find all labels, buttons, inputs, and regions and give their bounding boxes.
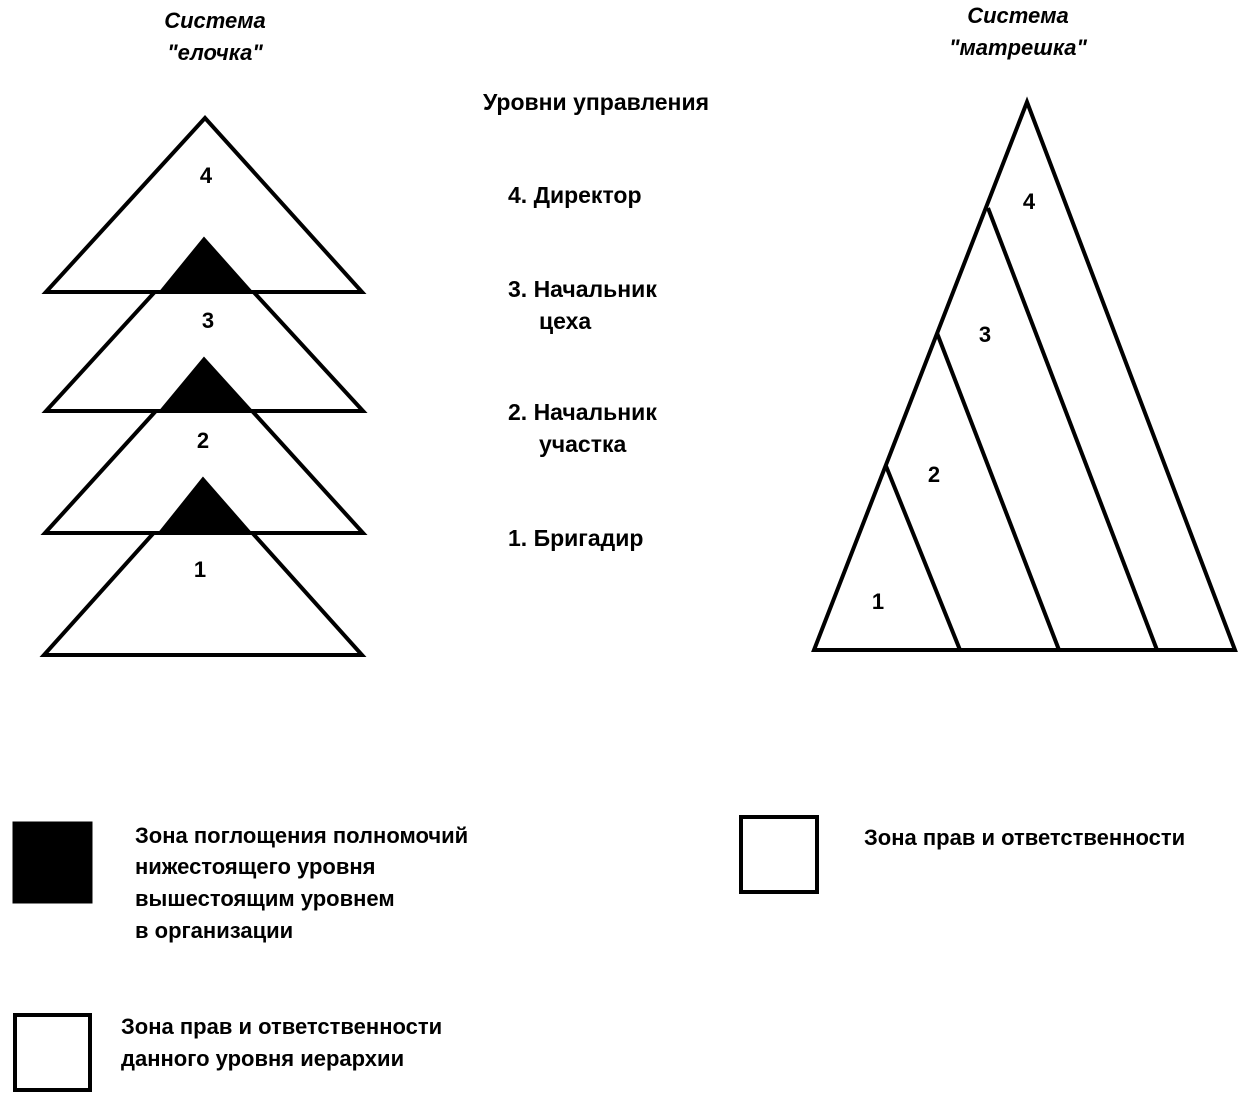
elochka-level-1-label: 1 — [193, 557, 207, 582]
elochka-title-line2: "елочка" — [167, 40, 263, 65]
legend-black-text-line2: нижестоящего уровня — [135, 854, 376, 879]
legend-black-text-line1: Зона поглощения полномочий — [135, 823, 469, 848]
legend-white-swatch-right — [741, 817, 817, 892]
legend-white-bottom-text-line2: данного уровня иерархии — [121, 1046, 405, 1071]
legend-black-text-line4: в организации — [135, 918, 294, 943]
level-2-text-line1: 2. Начальник — [508, 399, 657, 425]
matreshka-outer-triangle — [814, 102, 1235, 650]
matreshka-level-1-label: 1 — [871, 589, 885, 614]
elochka-title-line1: Система — [164, 8, 266, 33]
level-3-text-line2: цеха — [539, 308, 592, 334]
matreshka-level-2-label: 2 — [927, 462, 941, 487]
management-levels-heading: Уровни управления — [483, 89, 710, 115]
matreshka-system — [814, 3, 1235, 650]
elochka-system — [44, 8, 363, 655]
level-2-text-line2: участка — [539, 431, 627, 457]
elochka-level-4-label: 4 — [199, 163, 213, 188]
management-levels — [483, 89, 709, 551]
legend-white-swatch-bottom — [15, 1015, 90, 1090]
elochka-level-2-label: 2 — [196, 428, 210, 453]
matreshka-title-line2: "матрешка" — [949, 35, 1087, 60]
matreshka-title-line1: Система — [967, 3, 1069, 28]
level-1-text: 1. Бригадир — [508, 525, 644, 551]
level-4-text: 4. Директор — [508, 182, 642, 208]
legend — [14, 817, 1185, 1090]
matreshka-level-3-label: 3 — [978, 322, 992, 347]
matreshka-level-4-label: 4 — [1022, 189, 1036, 214]
legend-white-right-text: Зона прав и ответственности — [864, 825, 1186, 850]
legend-white-bottom-text-line1: Зона прав и ответственности — [121, 1014, 443, 1039]
legend-black-text-line3: вышестоящим уровнем — [135, 886, 395, 911]
legend-black-swatch — [14, 823, 91, 902]
level-3-text-line1: 3. Начальник — [508, 276, 657, 302]
elochka-level-3-label: 3 — [201, 308, 215, 333]
